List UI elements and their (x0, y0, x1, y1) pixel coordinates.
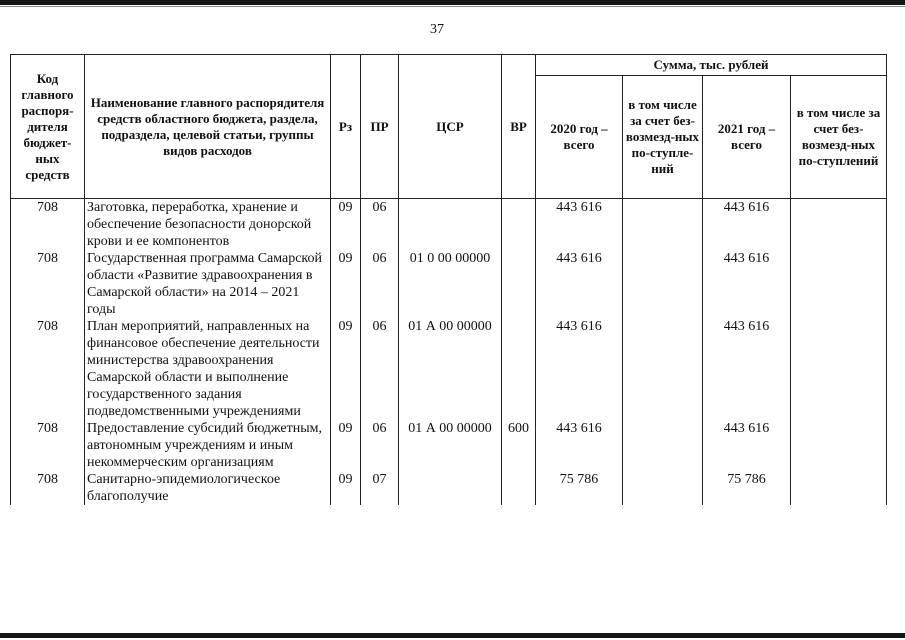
cell-vr (502, 199, 536, 251)
cell-2021-free (791, 250, 887, 318)
budget-table (10, 54, 887, 505)
cell-2020-free (623, 199, 703, 251)
cell-pr: 06 (361, 250, 399, 318)
cell-pr: 06 (361, 318, 399, 420)
cell-2020-total: 75 786 (536, 471, 623, 505)
cell-name: Заготовка, переработка, хранение и обеспечение безопасности донорской крови и ее компонентов (85, 199, 331, 251)
cell-rz: 09 (331, 199, 361, 251)
cell-rz: 09 (331, 250, 361, 318)
cell-csr: 01 0 00 00000 (399, 250, 502, 318)
cell-vr (502, 250, 536, 318)
cell-2021-total: 443 616 (703, 318, 791, 420)
cell-csr: 01 А 00 00000 (399, 420, 502, 471)
cell-rz: 09 (331, 471, 361, 505)
cell-pr: 07 (361, 471, 399, 505)
cell-2021-free (791, 420, 887, 471)
header-sum-group: Сумма, тыс. рублей (536, 55, 887, 76)
cell-2021-total: 443 616 (703, 250, 791, 318)
cell-name: Государственная программа Самарской области «Развитие здравоохранения в Самарской области» на 2014 – 2021 годы (85, 250, 331, 318)
header-csr: ЦСР (399, 55, 502, 199)
cell-2021-total: 443 616 (703, 199, 791, 251)
header-vr: ВР (502, 55, 536, 199)
cell-2021-free (791, 471, 887, 505)
table-row (11, 318, 887, 420)
cell-name: Предоставление субсидий бюджетным, автономным учреждениям и иным некоммерческим организациям (85, 420, 331, 471)
cell-2020-total: 443 616 (536, 250, 623, 318)
cell-csr (399, 199, 502, 251)
cell-code: 708 (11, 471, 85, 505)
table-body (11, 199, 887, 506)
table-row (11, 420, 887, 471)
header-pr: ПР (361, 55, 399, 199)
cell-vr (502, 318, 536, 420)
cell-code: 708 (11, 199, 85, 251)
header-name: Наименование главного распорядителя средств областного бюджета, раздела, подраздела, целевой статьи, группы видов расходов (85, 55, 331, 199)
cell-2020-free (623, 471, 703, 505)
header-code: Код главного распоря-дителя бюджет-ных средств (11, 55, 85, 199)
top-border-thin-rule (0, 6, 905, 7)
cell-pr: 06 (361, 420, 399, 471)
cell-rz: 09 (331, 318, 361, 420)
bottom-border-rule (0, 633, 905, 638)
top-border-rule (0, 0, 905, 5)
header-2021-free: в том числе за счет без-возмезд-ных по-ступлений (791, 76, 887, 199)
cell-code: 708 (11, 420, 85, 471)
table-header (11, 55, 887, 199)
cell-2020-total: 443 616 (536, 318, 623, 420)
table-row (11, 250, 887, 318)
cell-code: 708 (11, 318, 85, 420)
cell-2020-free (623, 420, 703, 471)
cell-name: Санитарно-эпидемиологическое благополучие (85, 471, 331, 505)
cell-2021-free (791, 199, 887, 251)
cell-code: 708 (11, 250, 85, 318)
table-row (11, 471, 887, 505)
cell-name: План мероприятий, направленных на финансовое обеспечение деятельности министерства здравоохранения Самарской области и выполнение государственного задания подведомственными учреждениями (85, 318, 331, 420)
cell-pr: 06 (361, 199, 399, 251)
table-row (11, 199, 887, 251)
cell-2021-total: 75 786 (703, 471, 791, 505)
cell-csr (399, 471, 502, 505)
cell-vr (502, 471, 536, 505)
cell-2020-total: 443 616 (536, 199, 623, 251)
header-2021-total: 2021 год – всего (703, 76, 791, 199)
page-number: 37 (430, 22, 444, 37)
cell-2020-free (623, 250, 703, 318)
cell-2021-free (791, 318, 887, 420)
cell-2021-total: 443 616 (703, 420, 791, 471)
header-2020-free: в том числе за счет без-возмезд-ных по-ступле-ний (623, 76, 703, 199)
cell-csr: 01 А 00 00000 (399, 318, 502, 420)
cell-vr: 600 (502, 420, 536, 471)
cell-2020-total: 443 616 (536, 420, 623, 471)
header-rz: Рз (331, 55, 361, 199)
header-2020-total: 2020 год – всего (536, 76, 623, 199)
cell-2020-free (623, 318, 703, 420)
cell-rz: 09 (331, 420, 361, 471)
